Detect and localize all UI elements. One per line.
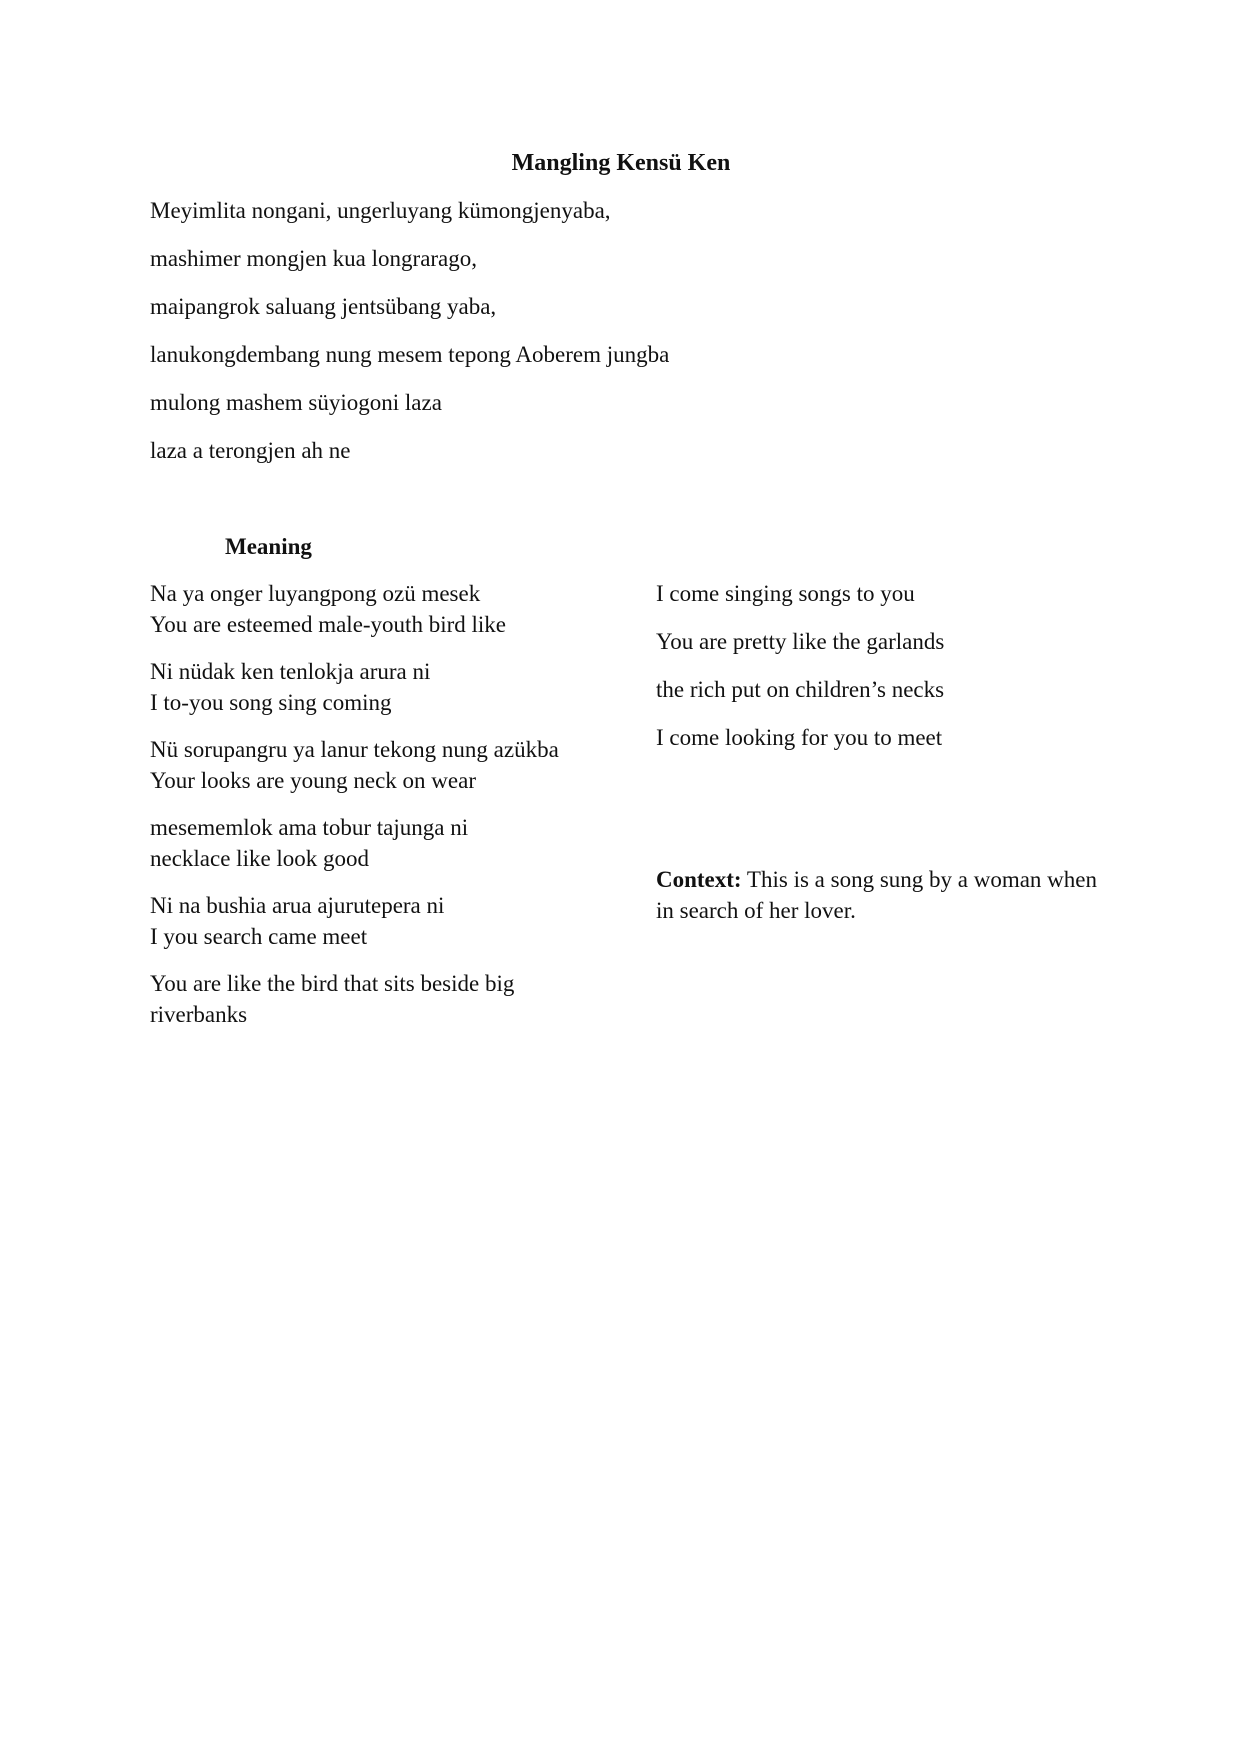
source-line: Ni na bushia arua ajurutepera ni [150,893,445,918]
gloss-line: You are esteemed male-youth bird like [150,612,506,637]
poem-block [150,195,669,483]
translation-line: I come looking for you to meet [656,725,943,750]
translation-line: I come singing songs to you [656,581,915,606]
interlinear-column [150,578,570,1046]
interlinear-pair [150,734,570,796]
source-line: You are like the bird that sits beside big riverbanks [150,971,515,1027]
free-translation-column [656,578,1116,770]
source-line: Nü sorupangru ya lanur tekong nung azükba [150,737,559,762]
context-label: Context: [656,867,742,892]
poem-line: mashimer mongjen kua longrarago, [150,246,478,271]
poem-line: maipangrok saluang jentsübang yaba, [150,294,497,319]
source-line: Na ya onger luyangpong ozü mesek [150,581,481,606]
gloss-line: necklace like look good [150,846,370,871]
interlinear-pair [150,968,570,1030]
context-paragraph [656,864,1116,926]
gloss-line: I you search came meet [150,924,368,949]
interlinear-pair [150,890,570,952]
interlinear-pair [150,578,570,640]
source-line: mesememlok ama tobur tajunga ni [150,815,469,840]
poem-line: lanukongdembang nung mesem tepong Aoberem jungba [150,342,670,367]
source-line: Ni nüdak ken tenlokja arura ni [150,659,431,684]
meaning-heading: Meaning [225,534,312,559]
poem-line: laza a terongjen ah ne [150,438,351,463]
gloss-line: Your looks are young neck on wear [150,768,476,793]
poem-line: mulong mashem süyiogoni laza [150,390,442,415]
interlinear-pair [150,812,570,874]
gloss-line: I to-you song sing coming [150,690,392,715]
translation-line: You are pretty like the garlands [656,629,945,654]
context-text: This is a song sung by a woman when in search of her lover. [656,867,1098,923]
translation-line: the rich put on children’s necks [656,677,945,702]
document-title: Mangling Kensü Ken [511,150,731,176]
interlinear-pair [150,656,570,718]
poem-line: Meyimlita nongani, ungerluyang kümongjenyaba, [150,198,611,223]
